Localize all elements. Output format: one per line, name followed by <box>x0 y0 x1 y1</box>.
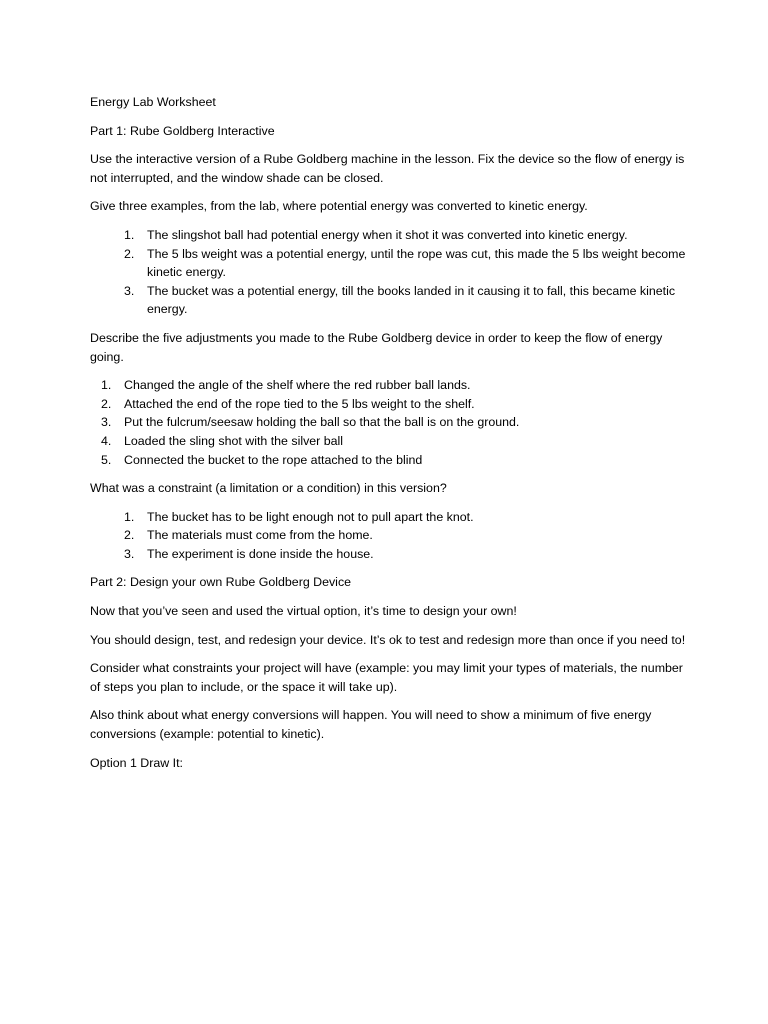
list-number: 3. <box>101 415 112 430</box>
list-item-text: The slingshot ball had potential energy when it shot it was converted into kinetic energy. <box>147 227 628 242</box>
list-item <box>90 413 690 432</box>
part2-paragraph: You should design, test, and redesign your device. It’s ok to test and redesign more than once if you need to! <box>90 632 686 647</box>
list-number: 2. <box>124 246 135 261</box>
list-item <box>90 526 690 545</box>
part2-paragraph: Now that you’ve seen and used the virtual option, it’s time to design your own! <box>90 604 517 619</box>
list-item-text: The bucket has to be light enough not to pull apart the knot. <box>147 509 474 524</box>
list-item <box>90 226 690 245</box>
list-item-text: The 5 lbs weight was a potential energy, until the rope was cut, this made the 5 lbs weight become kinetic energy. <box>147 246 686 280</box>
list-item-text: Attached the end of the rope tied to the 5 lbs weight to the shelf. <box>124 396 475 411</box>
question-potential-to-kinetic: Give three examples, from the lab, where potential energy was converted to kinetic energy. <box>90 199 588 214</box>
answers-potential-to-kinetic <box>90 226 690 319</box>
list-item-text: The materials must come from the home. <box>147 528 373 543</box>
part1-intro: Use the interactive version of a Rube Goldberg machine in the lesson. Fix the device so the flow of energy is not interrupted, and the window shade can be closed. <box>90 152 685 185</box>
list-number: 1. <box>124 227 135 242</box>
list-item-text: Changed the angle of the shelf where the red rubber ball lands. <box>124 378 471 393</box>
list-item-text: Connected the bucket to the rope attached to the blind <box>124 452 423 467</box>
question-constraint: What was a constraint (a limitation or a condition) in this version? <box>90 481 447 496</box>
question-adjustments: Describe the five adjustments you made to the Rube Goldberg device in order to keep the flow of energy going. <box>90 330 663 364</box>
list-item <box>90 395 690 414</box>
list-item-text: Loaded the sling shot with the silver ball <box>124 433 344 448</box>
list-number: 2. <box>124 528 135 543</box>
list-number: 2. <box>101 396 112 411</box>
list-item <box>90 451 690 470</box>
list-number: 1. <box>124 509 135 524</box>
part2-paragraph: Consider what constraints your project will have (example: you may limit your types of materials, the number of steps you plan to include, or the space it will take up). <box>90 661 683 694</box>
list-item <box>90 376 690 395</box>
list-number: 3. <box>124 283 135 298</box>
list-item <box>90 245 690 282</box>
list-item <box>90 508 690 527</box>
option1-heading: Option 1 Draw It: <box>90 755 183 770</box>
part1-heading: Part 1: Rube Goldberg Interactive <box>90 123 275 138</box>
list-item <box>90 545 690 564</box>
list-number: 1. <box>101 378 112 393</box>
part2-heading: Part 2: Design your own Rube Goldberg Device <box>90 575 352 590</box>
list-item <box>90 282 690 319</box>
list-item-text: Put the fulcrum/seesaw holding the ball so that the ball is on the ground. <box>124 415 520 430</box>
document-body <box>90 93 690 782</box>
answers-adjustments <box>90 376 690 469</box>
part2-paragraph: Also think about what energy conversions will happen. You will need to show a minimum of five energy conversions (example: potential to kinetic). <box>90 708 652 742</box>
list-item-text: The experiment is done inside the house. <box>147 546 374 561</box>
list-number: 4. <box>101 433 112 448</box>
list-number: 5. <box>101 452 112 467</box>
document-title: Energy Lab Worksheet <box>90 95 216 109</box>
answers-constraint <box>90 508 690 564</box>
list-item <box>90 432 690 451</box>
list-item-text: The bucket was a potential energy, till the books landed in it causing it to fall, this became kinetic energy. <box>147 283 676 317</box>
list-number: 3. <box>124 546 135 561</box>
